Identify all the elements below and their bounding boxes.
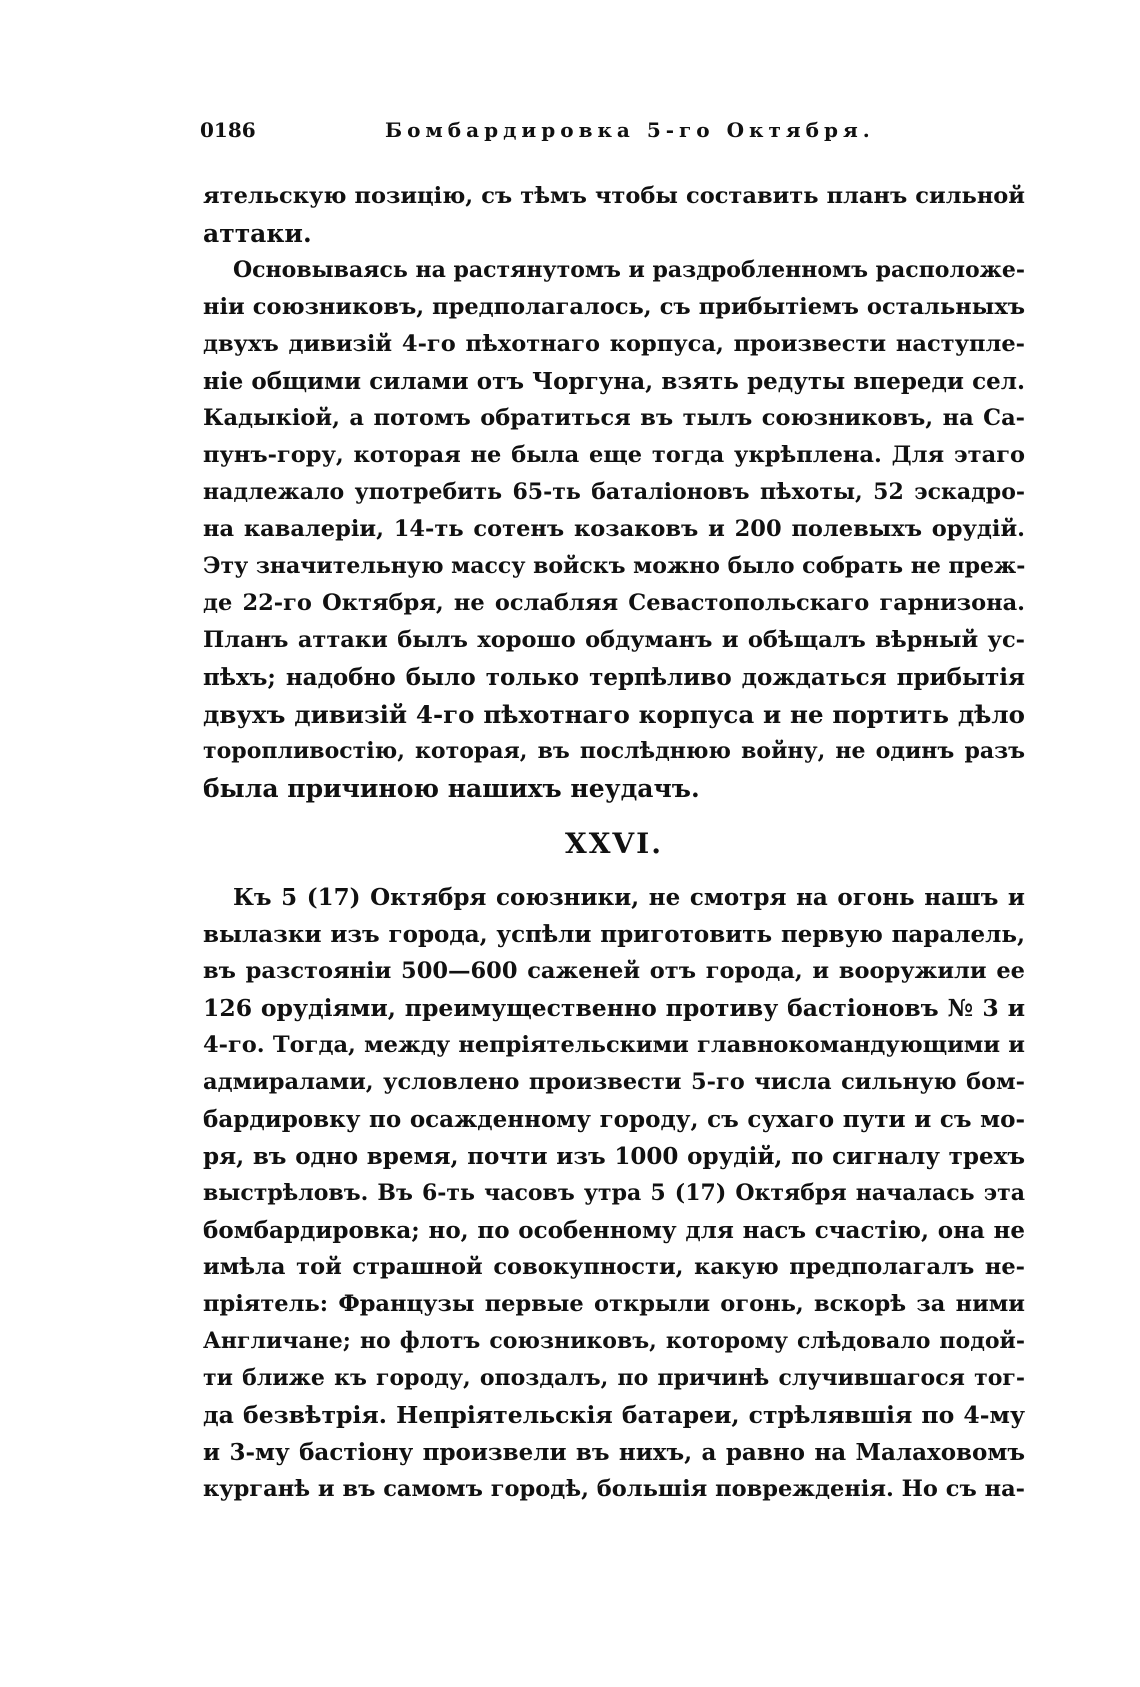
text-line: бомбардировка; но, по особенному для насъ счастію, она не [203,1217,1025,1244]
page-number: 0186 [200,118,256,142]
text-line: на кавалеріи, 14-ть сотенъ козаковъ и 200 полевыхъ орудій. [203,516,1025,542]
running-head [200,112,940,152]
text-line: ятельскую позицію, съ тѣмъ чтобы составить планъ сильной [203,183,1025,209]
running-title: Бомбардировка 5-го Октября. [385,118,875,142]
text-line: бардировку по осажденному городу, съ сухаго пути и съ мо- [203,1106,1025,1133]
text-line: 4-го. Тогда, между непріятельскими главнокомандующими и [203,1032,1025,1058]
text-line: двухъ дивизій 4-го пѣхотнаго корпуса, произвести наступле- [203,331,1025,357]
text-line: была причиною нашихъ неудачъ. [203,774,700,803]
paragraph [203,178,1025,252]
text-line: торопливостію, которая, въ послѣднюю войну, не одинъ разъ [203,738,1025,764]
text-line: двухъ дивизій 4-го пѣхотнаго корпуса и не портить дѣло [203,700,1025,729]
text-line: ніе общими силами отъ Чоргуна, взять редуты впереди сел. [203,368,1025,395]
text-line: пунъ-гору, которая не была еще тогда укрѣплена. Для этаго [203,442,1025,468]
text-line: въ разстояніи 500—600 саженей отъ города, и вооружили ее [203,958,1025,984]
text-line: выстрѣловъ. Въ 6-ть часовъ утра 5 (17) Октября началась эта [203,1180,1025,1206]
paragraph [203,879,1025,1508]
text-line: 126 орудіями, преимущественно противу бастіоновъ № 3 и [203,994,1025,1022]
text-line: курганѣ и въ самомъ городѣ, большія поврежденія. Но съ на- [203,1476,1025,1502]
text-line: Основываясь на растянутомъ и раздробленномъ расположе- [233,257,1025,283]
text-line: ніи союзниковъ, предполагалось, съ прибытіемъ остальныхъ [203,294,1025,320]
text-line: Кадыкіой, а потомъ обратиться въ тылъ союзниковъ, на Са- [203,405,1025,431]
text-line: Къ 5 (17) Октября союзники, не смотря на огонь нашъ и [233,884,1025,911]
text-line: Планъ аттаки былъ хорошо обдуманъ и обѣщалъ вѣрный ус- [203,627,1025,653]
text-line: адмиралами, условлено произвести 5-го числа сильную бом- [203,1069,1025,1095]
text-line: аттаки. [203,219,312,248]
text-line: пріятель: Французы первые открыли огонь, вскорѣ за ними [203,1291,1025,1317]
text-line: ря, въ одно время, почти изъ 1000 орудій, по сигналу трехъ [203,1143,1025,1170]
text-line: имѣла той страшной совокупности, какую предполагалъ не- [203,1254,1025,1280]
text-line: пѣхъ; надобно было только терпѣливо дождаться прибытія [203,664,1025,691]
text-line: Эту значительную массу войскъ можно было собрать не преж- [203,553,1025,579]
text-line: и 3-му бастіону произвели въ нихъ, а равно на Малаховомъ [203,1439,1025,1466]
text-line: ти ближе къ городу, опоздалъ, по причинѣ случившагося тог- [203,1365,1025,1391]
text-line: Англичане; но флотъ союзниковъ, которому слѣдовало подой- [203,1328,1025,1354]
paragraph [203,252,1025,807]
text-line: надлежало употребить 65-ть баталіоновъ пѣхоты, 52 эскадро- [203,479,1025,505]
text-line: вылазки изъ города, успѣли приготовить первую паралель, [203,921,1025,948]
text-line: да безвѣтрія. Непріятельскія батареи, стрѣлявшія по 4-му [203,1401,1025,1429]
section-heading: XXVI. [564,827,664,860]
text-line: де 22-го Октября, не ослабляя Севастопольскаго гарнизона. [203,590,1025,616]
body-text [203,178,1025,1508]
